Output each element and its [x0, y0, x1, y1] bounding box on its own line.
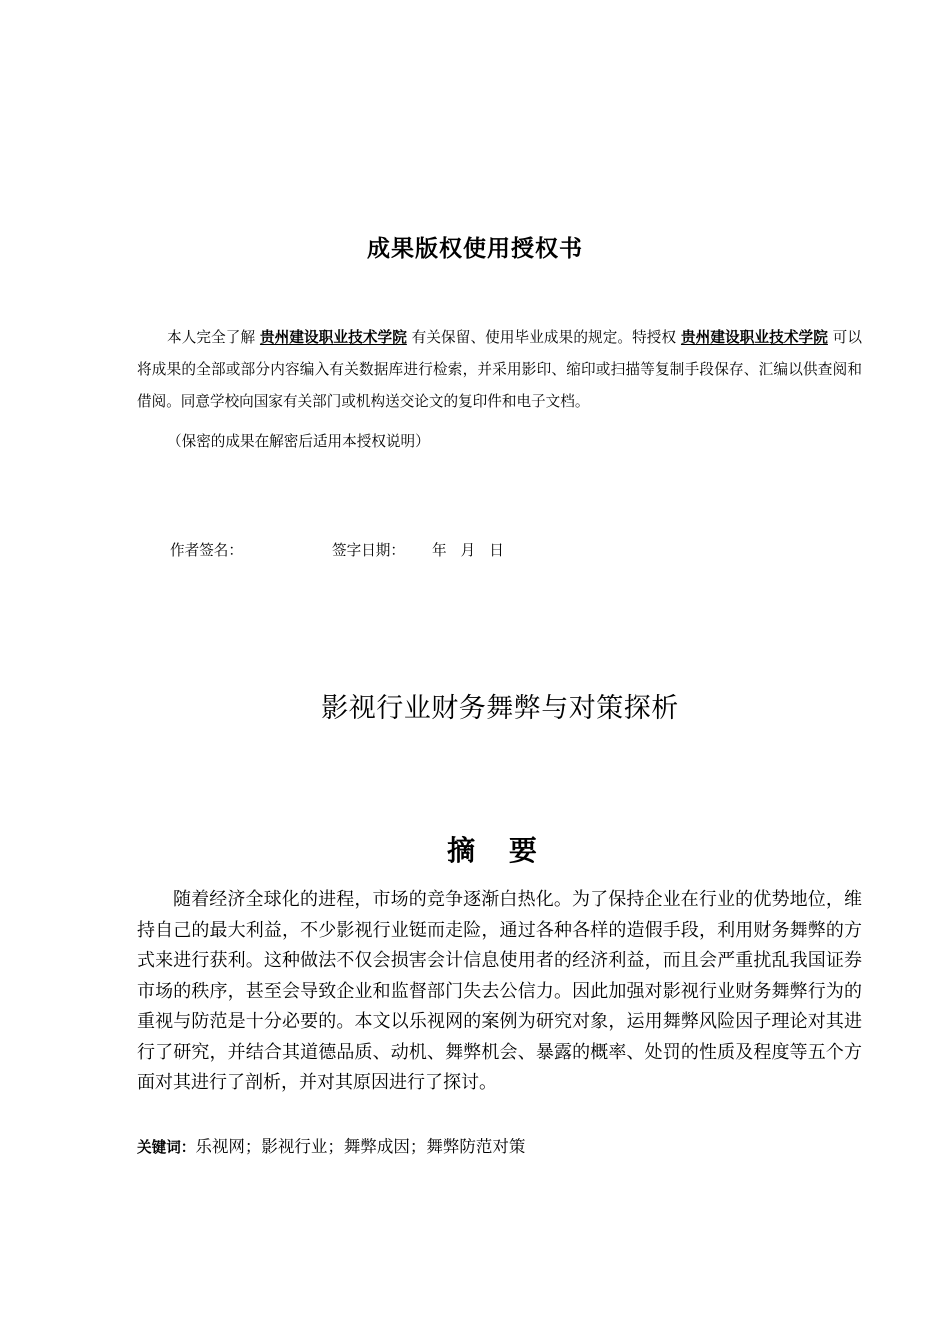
authorization-intro-2: 有关保留、使用毕业成果的规定。特授权 [411, 329, 677, 346]
authorization-note: （保密的成果在解密后适用本授权说明） [167, 433, 430, 450]
authorization-intro-1: 本人完全了解 [167, 329, 256, 346]
keywords-label: 关键词： [137, 1139, 196, 1156]
date-day-label: 日 [489, 542, 504, 559]
authorization-intro-3: 可以将成果的全部或部分内容编入有关数据库进行检索，并采用影印、缩印或扫描等复制手段保存、汇编以供查阅和借阅。同意学校向国家有关部门或机构送交论文的复印件和电子文档。 [137, 329, 862, 410]
authorization-title: 成果版权使用授权书 [367, 236, 583, 262]
date-month-label: 月 [460, 542, 476, 559]
keywords-text: 乐视网；影视行业；舞弊成因；舞弊防范对策 [195, 1137, 526, 1156]
author-signature-label: 作者签名： [170, 542, 243, 559]
keywords-line [137, 1133, 862, 1162]
abstract-body: 随着经济全球化的进程，市场的竞争逐渐白热化。为了保持企业在行业的优势地位，维持自己的最大利益，不少影视行业铤而走险，通过各种各样的造假手段，利用财务舞弊的方式来进行获利。这种做法不仅会损害会计信息使用者的经济利益，而且会严重扰乱我国证券市场的秩序，甚至会导致企业和监督部门失去公信力。因此加强对影视行业财务舞弊行为的重视与防范是十分必要的。本文以乐视网的案例为研究对象，运用舞弊风险因子理论对其进行了研究，并结合其道德品质、动机、舞弊机会、暴露的概率、处罚的性质及程度等五个方面对其进行了剖析，并对其原因进行了探讨。 [137, 889, 862, 1093]
authorization-paragraph [137, 322, 862, 418]
date-year-label: 年 [432, 542, 447, 559]
school-name-2: 贵州建设职业技术学院 [680, 329, 828, 346]
signature-row [170, 537, 504, 565]
thesis-title: 影视行业财务舞弊与对策探析 [321, 693, 679, 724]
abstract-heading: 摘 要 [447, 834, 549, 867]
signing-date-label: 签字日期： [332, 542, 405, 559]
school-name-1: 贵州建设职业技术学院 [259, 329, 407, 346]
